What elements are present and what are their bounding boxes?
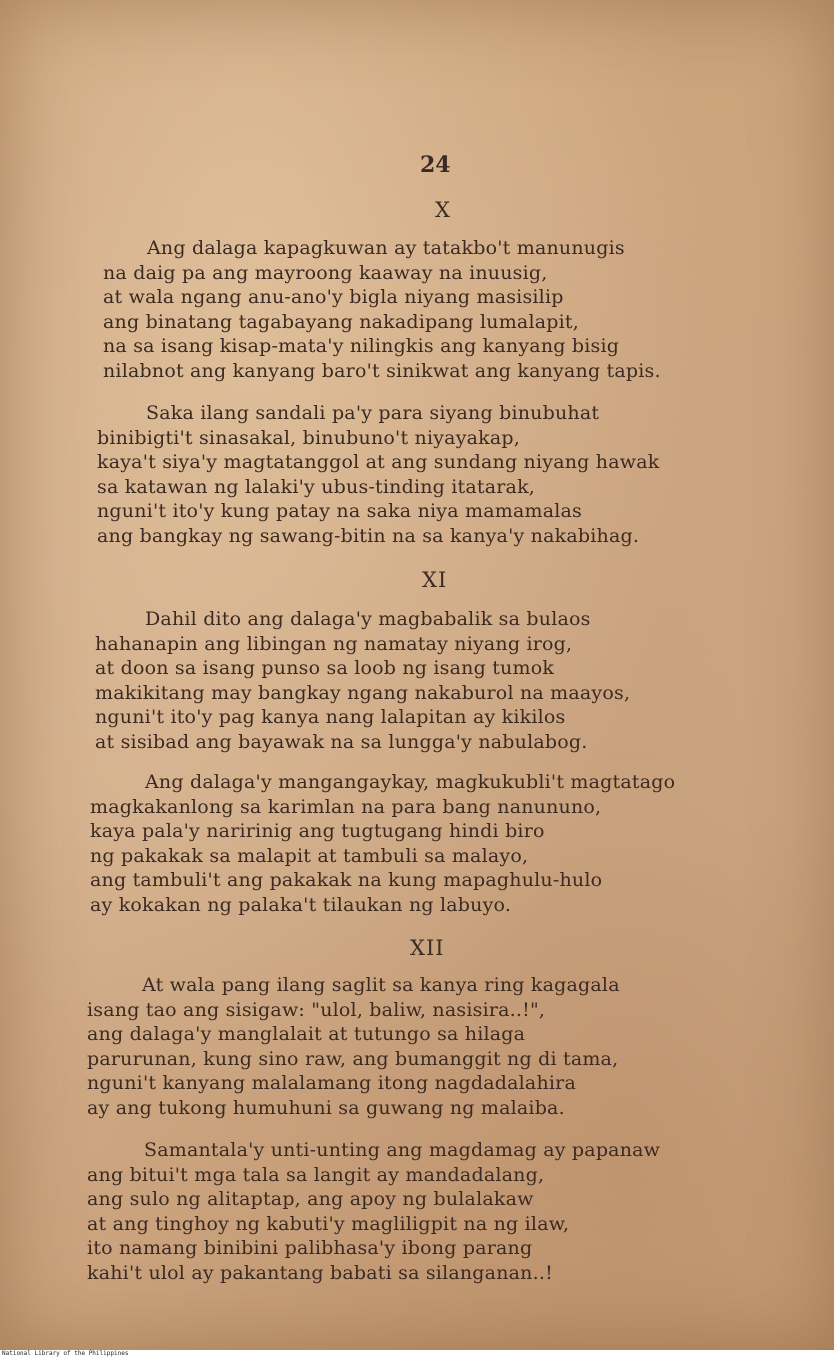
verse-line: nilabnot ang kanyang baro't sinikwat ang kanyang tapis. bbox=[103, 359, 661, 382]
verse-line: ay kokakan ng palaka't tilaukan ng labuyo. bbox=[90, 893, 512, 916]
verse-line: nguni't ito'y kung patay na saka niya mamamalas bbox=[97, 500, 582, 523]
verse-line: ay ang tukong humuhuni sa guwang ng malaiba. bbox=[87, 1096, 565, 1119]
verse-line: Samantala'y unti-unting ang magdamag ay papanaw bbox=[144, 1139, 661, 1161]
stanza bbox=[95, 607, 630, 755]
verse-line: ang dalaga'y manglalait at tutungo sa hilaga bbox=[87, 1023, 526, 1046]
stanza bbox=[87, 1138, 660, 1286]
stanza bbox=[87, 973, 620, 1121]
verse-line: parurunan, kung sino raw, ang bumanggit ng di tama, bbox=[87, 1047, 619, 1070]
section-heading-xi: XI bbox=[422, 568, 448, 592]
verse-line: kaya pala'y naririnig ang tugtugang hindi biro bbox=[90, 820, 545, 843]
verse-line: magkakanlong sa karimlan na para bang nanununo, bbox=[90, 795, 602, 818]
verse-line: Ang dalaga'y mangangaykay, magkukubli't magtatago bbox=[145, 771, 676, 793]
verse-line: At wala pang ilang saglit sa kanya ring kagagala bbox=[142, 974, 620, 996]
verse-line: at sisibad ang bayawak na sa lungga'y nabulabog. bbox=[95, 730, 588, 753]
verse-line: ang sulo ng alitaptap, ang apoy ng bulalakaw bbox=[87, 1188, 534, 1211]
verse-line: at wala ngang anu-ano'y bigla niyang masisilip bbox=[103, 286, 564, 309]
verse-line: Saka ilang sandali pa'y para siyang binubuhat bbox=[146, 402, 600, 424]
verse-line: na daig pa ang mayroong kaaway na inuusig, bbox=[103, 261, 548, 284]
verse-line: nguni't kanyang malalamang itong nagdadalahira bbox=[87, 1072, 576, 1095]
verse-line: at ang tinghoy ng kabuti'y magliligpit na ng ilaw, bbox=[87, 1212, 570, 1235]
verse-line: binibigti't sinasakal, binubuno't niyayakap, bbox=[97, 426, 520, 449]
page-number: 24 bbox=[420, 152, 451, 178]
stanza bbox=[103, 236, 661, 384]
verse-line: kaya't siya'y magtatanggol at ang sundang niyang hawak bbox=[97, 451, 660, 474]
verse-line: ang bitui't mga tala sa langit ay mandadalang, bbox=[87, 1163, 545, 1186]
verse-line: sa katawan ng lalaki'y ubus-tinding itatarak, bbox=[97, 475, 536, 498]
verse-line: nguni't ito'y pag kanya nang lalapitan ay kikilos bbox=[95, 706, 566, 729]
section-heading-x: X bbox=[435, 198, 451, 222]
verse-line: makikitang may bangkay ngang nakaburol na maayos, bbox=[95, 681, 631, 704]
verse-line: ang binatang tagabayang nakadipang lumalapit, bbox=[103, 310, 579, 333]
library-footer: National Library of the Philippines bbox=[2, 1350, 129, 1357]
verse-line: kahi't ulol ay pakantang babati sa silanganan..! bbox=[87, 1261, 553, 1284]
verse-line: Dahil dito ang dalaga'y magbabalik sa bulaos bbox=[145, 608, 591, 630]
verse-line: at doon sa isang punso sa loob ng isang tumok bbox=[95, 657, 555, 680]
verse-line: ang bangkay ng sawang-bitin na sa kanya'y nakabihag. bbox=[97, 524, 640, 547]
verse-line: na sa isang kisap-mata'y nilingkis ang kanyang bisig bbox=[103, 335, 620, 358]
verse-line: Ang dalaga kapagkuwan ay tatakbo't manunugis bbox=[147, 237, 625, 259]
section-heading-xii: XII bbox=[410, 936, 445, 960]
verse-line: ng pakakak sa malapit at tambuli sa malayo, bbox=[90, 844, 529, 867]
verse-line: isang tao ang sisigaw: "ulol, baliw, nasisira..!", bbox=[87, 998, 546, 1021]
verse-line: hahanapin ang libingan ng namatay niyang irog, bbox=[95, 632, 573, 655]
verse-line: ito namang binibini palibhasa'y ibong parang bbox=[87, 1237, 533, 1260]
stanza bbox=[97, 401, 659, 549]
verse-line: ang tambuli't ang pakakak na kung mapaghulu-hulo bbox=[90, 869, 603, 892]
stanza bbox=[90, 770, 675, 918]
